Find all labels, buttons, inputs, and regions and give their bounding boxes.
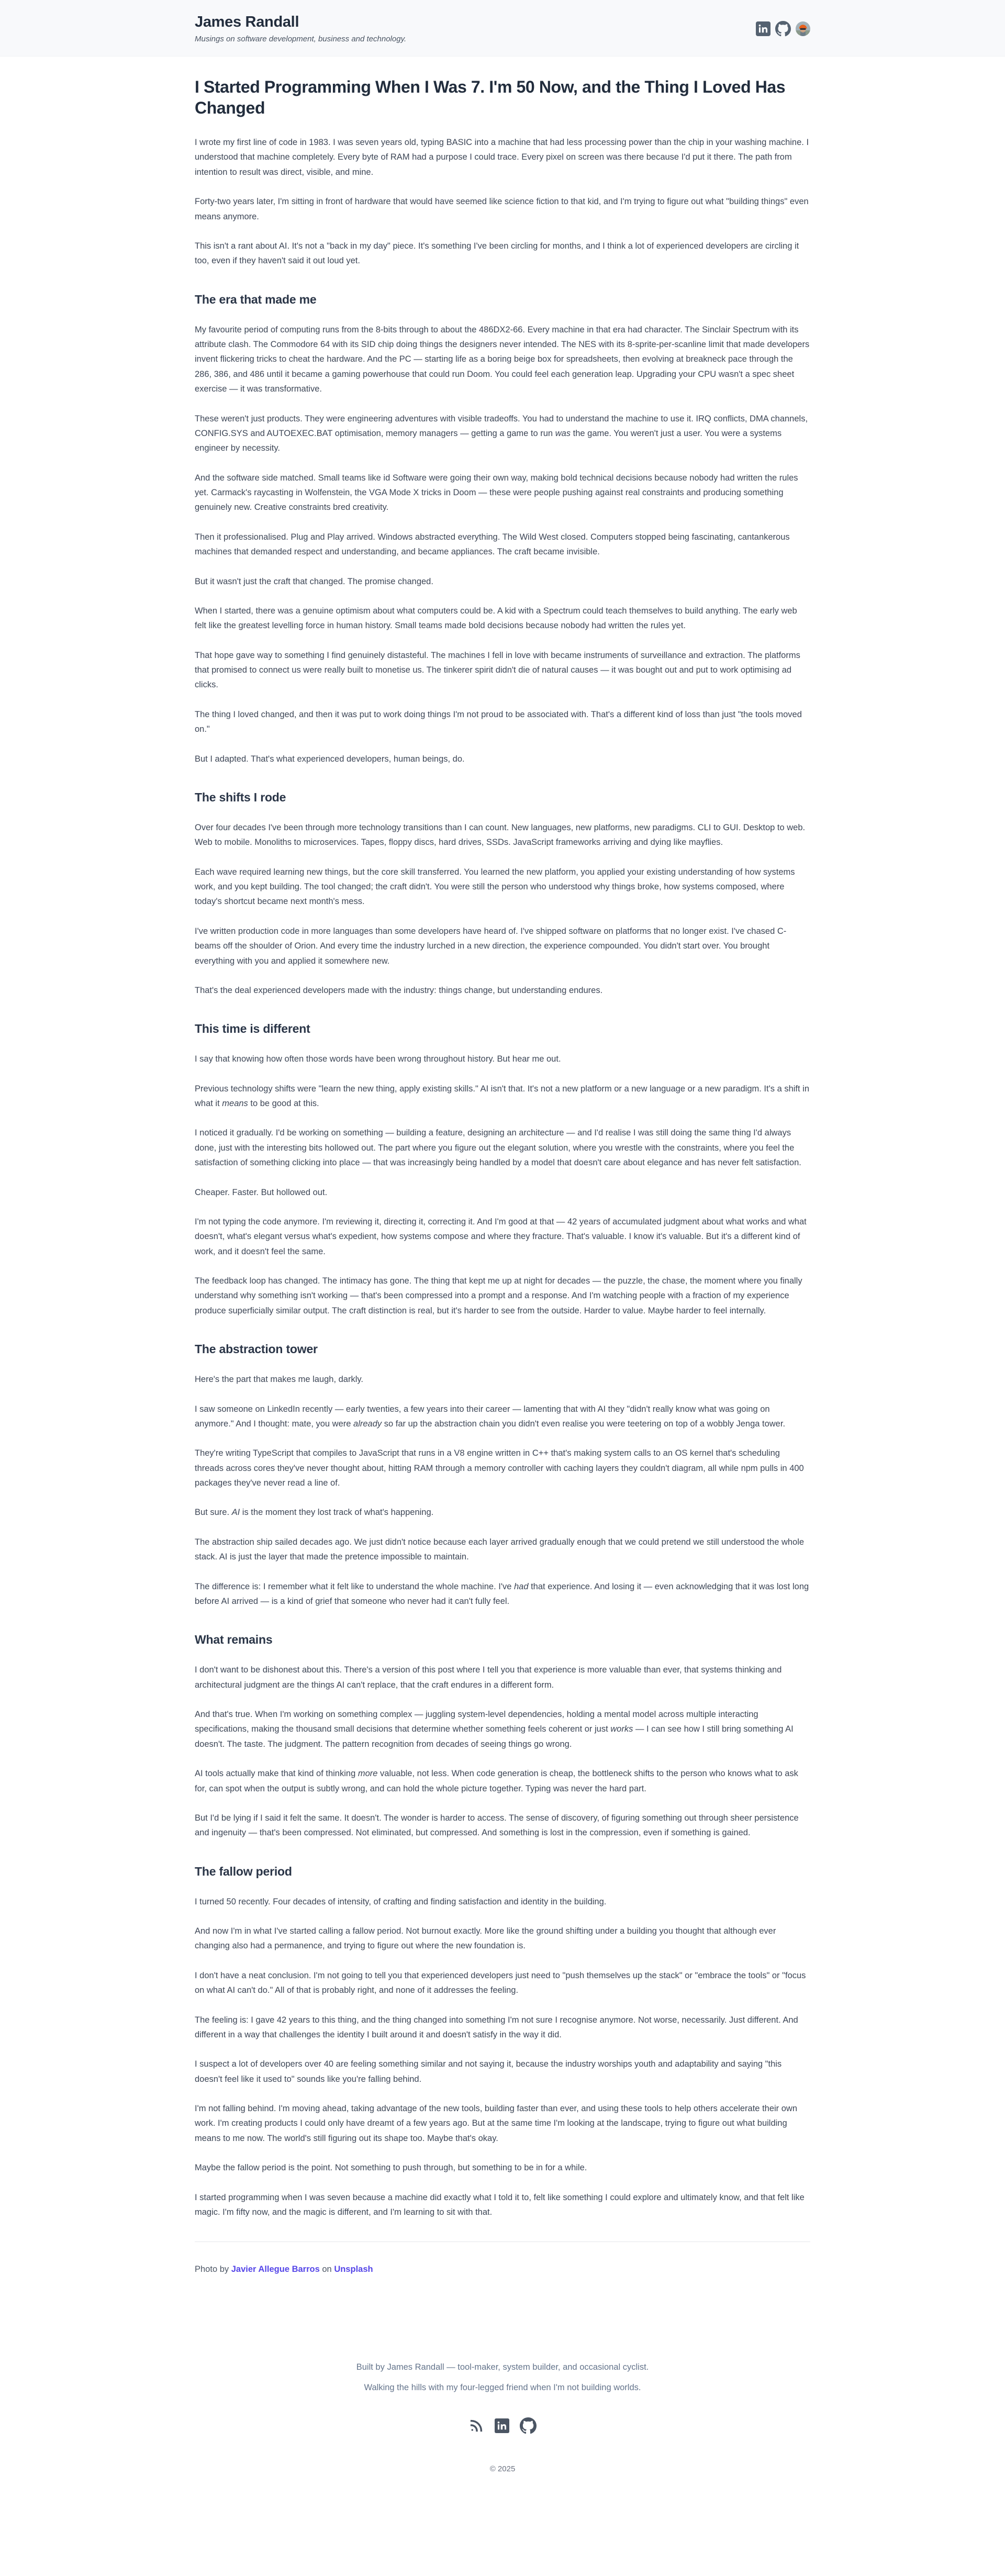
article-paragraph: I noticed it gradually. I'd be working on something — building a feature, designing an architecture — and I'd realise I was still doing the same thing I'd always done, just with the interesting bits hollowed out. The part where you figure out the elegant solution, where you wrestle with the constraints, where you feel the satisfaction of something clicking into place — that was increasingly being handled by a model that doesn't care about elegance and has never felt satisfaction. (195, 1128, 801, 1168)
section-heading: This time is different (195, 1022, 310, 1036)
emphasis-text: was (555, 428, 571, 438)
section-heading: The era that made me (195, 292, 317, 306)
article-paragraph: AI tools actually make that kind of thinking more valuable, not less. When code generation is cheap, the bottleneck shifts to the person who knows what to ask for, can spot when the output is subtly wrong, and can hold the whole picture together. Typing was never the hard part. (195, 1769, 798, 1793)
article-paragraph: The abstraction ship sailed decades ago. We just didn't notice because each layer arrived gradually enough that we could pretend we still understood the whole stack. AI is just the layer that made the pretence impossible to maintain. (195, 1537, 805, 1562)
article-paragraph: These weren't just products. They were engineering adventures with visible tradeoffs. You had to understand the machine to use it. IRQ conflicts, DMA channels, CONFIG.SYS and AUTOEXEC.BAT optimisation, memory managers — getting a game to run was the game. You weren't just a user. You were a systems engineer by necessity. (195, 414, 808, 453)
avatar-photo (796, 21, 810, 36)
section-heading: The shifts I rode (195, 790, 286, 804)
linkedin-icon[interactable] (756, 21, 770, 36)
emphasis-text: more (358, 1769, 378, 1779)
article-paragraph: The feedback loop has changed. The intimacy has gone. The thing that kept me up at night for decades — the puzzle, the chase, the moment where you finally understand why something isn't working — that's been compressed into a prompt and a response. And I'm watching people with a fraction of my experience produce superficially similar output. The craft distinction is real, but it's harder to see from the outside. Harder to value. Maybe harder to feel internally. (195, 1276, 802, 1315)
article-paragraph: I suspect a lot of developers over 40 are feeling something similar and not saying it, because the industry worships youth and adaptability and saying "this doesn't feel like it used to" sounds like you're falling behind. (195, 2059, 782, 2084)
linkedin-icon[interactable] (495, 2418, 509, 2433)
article-paragraph: I'm not typing the code anymore. I'm reviewing it, directing it, correcting it. And I'm good at that — 42 years of accumulated judgment about what works and what doesn't, what's elegant versus what's expedient, how systems compose and where they fracture. That's valuable. I know it's valuable. But it's a different kind of work, and it doesn't feel the same. (195, 1217, 807, 1256)
article-paragraph: When I started, there was a genuine optimism about what computers could be. A kid with a Spectrum could teach themselves to build anything. The early web felt like the greatest levelling force in human history. Small teams made bold decisions because nobody had written the rules yet. (195, 606, 797, 631)
site-title: James Randall (195, 14, 299, 30)
article-paragraph: But sure. AI is the moment they lost track of what's happening. (195, 1508, 434, 1518)
article-paragraph: But I adapted. That's what experienced developers, human beings, do. (195, 754, 465, 764)
article-paragraph: Cheaper. Faster. But hollowed out. (195, 1187, 328, 1197)
article-paragraph: Previous technology shifts were "learn the new thing, apply existing skills." AI isn't that. It's not a new platform or a new language or a new paradigm. It's a shift in what it means to be good at this. (195, 1084, 810, 1108)
article-paragraph: I saw someone on LinkedIn recently — early twenties, a few years into their career — lamenting that with AI they "didn't really know what was going on anymore." And I thought: mate, you were already so far up the abstraction chain you didn't even realise you were teetering on top of a wobbly Jenga tower. (195, 1404, 786, 1429)
article-paragraph: And the software side matched. Small teams like id Software were going their own way, making bold technical decisions because nobody had written the rules yet. Carmack's raycasting in Wolfenstein, the VGA Mode X tricks in Doom — these were people pushing against real constraints and producing something genuinely new. Creative constraints bred creativity. (195, 473, 798, 512)
article-paragraph: I started programming when I was seven because a machine did exactly what I told it to, felt like something I could explore and ultimately know, and that felt like magic. I'm fifty now, and the magic is different, and I'm learning to sit with that. (195, 2192, 805, 2217)
article-paragraph: But it wasn't just the craft that changed. The promise changed. (195, 576, 433, 586)
emphasis-text: already (353, 1419, 382, 1429)
header-social-icons (756, 21, 810, 37)
article-paragraph: They're writing TypeScript that compiles to JavaScript that runs in a V8 engine written in C++ that's making system calls to an OS kernel that's scheduling threads across cores they've never thought about, hitting RAM through a memory controller with caching layers they couldn't diagram, all while npm pulls in 400 packages they've never read a line of. (195, 1448, 804, 1488)
github-icon[interactable] (520, 2417, 537, 2434)
article-paragraph: I turned 50 recently. Four decades of intensity, of crafting and finding satisfaction and identity in the building. (195, 1897, 607, 1906)
rss-icon[interactable] (468, 2418, 484, 2434)
article-paragraph: And now I'm in what I've started calling a fallow period. Not burnout exactly. More like the ground shifting under a building you thought that although ever changing also had a permanence, and trying to figure out where the new foundation is. (195, 1926, 776, 1951)
article-paragraph: I wrote my first line of code in 1983. I was seven years old, typing BASIC into a machine that had less processing power than the chip in your washing machine. I understood that machine completely. Every byte of RAM had a purpose I could trace. Every pixel on screen was there because I'd put it there. The path from intention to result was direct, visible, and mine. (195, 138, 809, 177)
site-header (0, 0, 1005, 57)
site-identity (195, 14, 406, 43)
article-paragraph: I don't have a neat conclusion. I'm not going to tell you that experienced developers just need to "push themselves up the stack" or "embrace the tools" or "focus on what AI can't do." All of that is probably right, and none of it addresses the feeling. (195, 1970, 806, 1995)
credit-link[interactable]: Javier Allegue Barros (231, 2265, 320, 2274)
article-paragraph: I say that knowing how often those words have been wrong throughout history. But hear me out. (195, 1054, 561, 1064)
article-body (195, 135, 810, 2277)
article-paragraph: But I'd be lying if I said it felt the same. It doesn't. The wonder is harder to access. The sense of discovery, of figuring something out through sheer persistence and ingenuity — that's been compressed. Not eliminated, but compressed. And something is lost in the compression, even if something is gained. (195, 1813, 799, 1838)
article-paragraph: I'm not falling behind. I'm moving ahead, taking advantage of the new tools, building faster than ever, and using these tools to help others accelerate their own work. I'm creating products I could only have dreamt of a few years ago. But at the same time I'm looking at the landscape, trying to figure out what building means to me now. The world's still figuring out its shape too. Maybe that's okay. (195, 2104, 798, 2143)
section-heading: The fallow period (195, 1864, 292, 1878)
article-paragraph: This isn't a rant about AI. It's not a "back in my day" piece. It's something I've been circling for months, and I think a lot of experienced developers are circling it too, even if they haven't said it out loud yet. (195, 241, 799, 266)
article-paragraph: And that's true. When I'm working on something complex — juggling system-level dependencies, holding a mental model across multiple interacting specifications, making the thousand small decisions that determine whether something feels coherent or just works — I can see how I still bring something AI doesn't. The taste. The judgment. The pattern recognition from decades of seeing things go wrong. (195, 1710, 794, 1749)
section-heading: The abstraction tower (195, 1342, 318, 1356)
article-paragraph: My favourite period of computing runs from the 8-bits through to about the 486DX2-66. Every machine in that era had character. The Sinclair Spectrum with its attribute clash. The Commodore 64 with its SID chip doing things the designers never intended. The NES with its 8-sprite-per-scanline limit that made developers invent flickering tricks to cheat the hardware. And the PC — starting life as a boring beige box for spreadsheets, then evolving at breakneck pace through the 286, 386, and 486 until it became a gaming powerhouse that could run Doom. You could feel each generation leap. Upgrading your CPU wasn't a spec sheet exercise — it was transformative. (195, 325, 810, 394)
article-paragraph: I've written production code in more languages than some developers have heard of. I've shipped software on platforms that no longer exist. I've chased C-beams off the shoulder of Orion. And every time the industry lurched in a new direction, the experience compounded. You didn't start over. You brought everything with you and applied it somewhere new. (195, 926, 787, 966)
section-heading: What remains (195, 1633, 273, 1647)
article-paragraph: Maybe the fallow period is the point. Not something to push through, but something to be in for a while. (195, 2163, 587, 2173)
article-paragraph: Forty-two years later, I'm sitting in front of hardware that would have seemed like science fiction to that kid, and I'm trying to figure out what "building things" even means anymore. (195, 197, 809, 221)
emphasis-text: means (222, 1099, 248, 1108)
post-title: I Started Programming When I Was 7. I'm 50 Now, and the Thing I Loved Has Changed (195, 77, 786, 117)
article (182, 57, 823, 2277)
article-paragraph: That's the deal experienced developers made with the industry: things change, but understanding endures. (195, 985, 603, 995)
footer-social-icons (13, 2417, 992, 2434)
copyright: © 2025 (489, 2465, 516, 2474)
github-icon[interactable] (775, 21, 791, 37)
article-paragraph: The thing I loved changed, and then it was put to work doing things I'm not proud to be associated with. That's a different kind of loss than just "the tools moved on." (195, 709, 802, 734)
footer-byline: Built by James Randall — tool-maker, system builder, and occasional cyclist. (356, 2362, 649, 2372)
article-paragraph: Over four decades I've been through more technology transitions than I can count. New languages, new platforms, new paradigms. CLI to GUI. Desktop to web. Web to mobile. Monoliths to microservices. Tapes, floppy discs, hard drives, SSDs. JavaScript frameworks arriving and dying like mayflies. (195, 822, 806, 847)
credit-link[interactable]: Unsplash (334, 2265, 373, 2274)
site-footer (0, 2292, 1005, 2576)
site-tagline: Musings on software development, business and technology. (195, 35, 407, 43)
footer-tagline: Walking the hills with my four-legged friend when I'm not building worlds. (364, 2383, 641, 2393)
article-paragraph: The difference is: I remember what it felt like to understand the whole machine. I've had that experience. And losing it — even acknowledging that it was lost long before AI arrived — is a kind of grief that someone who never had it can't fully feel. (195, 1581, 809, 1606)
article-paragraph: The feeling is: I gave 42 years to this thing, and the thing changed into something I'm not sure I recognise anymore. Not worse, necessarily. Just different. And different in a way that challenges the identity I built around it and doesn't satisfy in the way it did. (195, 2015, 798, 2039)
article-paragraph: Then it professionalised. Plug and Play arrived. Windows abstracted everything. The Wild West closed. Computers stopped being fascinating, cantankerous machines that demanded respect and understanding, and became appliances. The craft became invisible. (195, 532, 790, 557)
article-paragraph: Each wave required learning new things, but the core skill transferred. You learned the new platform, you applied your existing understanding of how systems work, and you kept building. The tool changed; the craft didn't. You were still the person who understood why things broke, how systems composed, where today's shortcut became next month's mess. (195, 867, 795, 907)
emphasis-text: works (610, 1724, 633, 1734)
article-paragraph: Here's the part that makes me laugh, darkly. (195, 1375, 363, 1385)
article-paragraph: I don't want to be dishonest about this. There's a version of this post where I tell you that experience is more valuable than ever, that systems thinking and architectural judgment are the things AI can't replace, that the craft endures in a different form. (195, 1665, 782, 1690)
photo-credit: Photo by Javier Allegue Barros on Unsplash (195, 2265, 373, 2274)
article-paragraph: That hope gave way to something I find genuinely distasteful. The machines I fell in love with became instruments of surveillance and extraction. The platforms that promised to connect us were really built to monetise us. The tinkerer spirit didn't die of natural causes — it was bought out and put to work optimising ad clicks. (195, 650, 800, 690)
emphasis-text: had (513, 1581, 529, 1591)
emphasis-text: AI (231, 1508, 240, 1518)
